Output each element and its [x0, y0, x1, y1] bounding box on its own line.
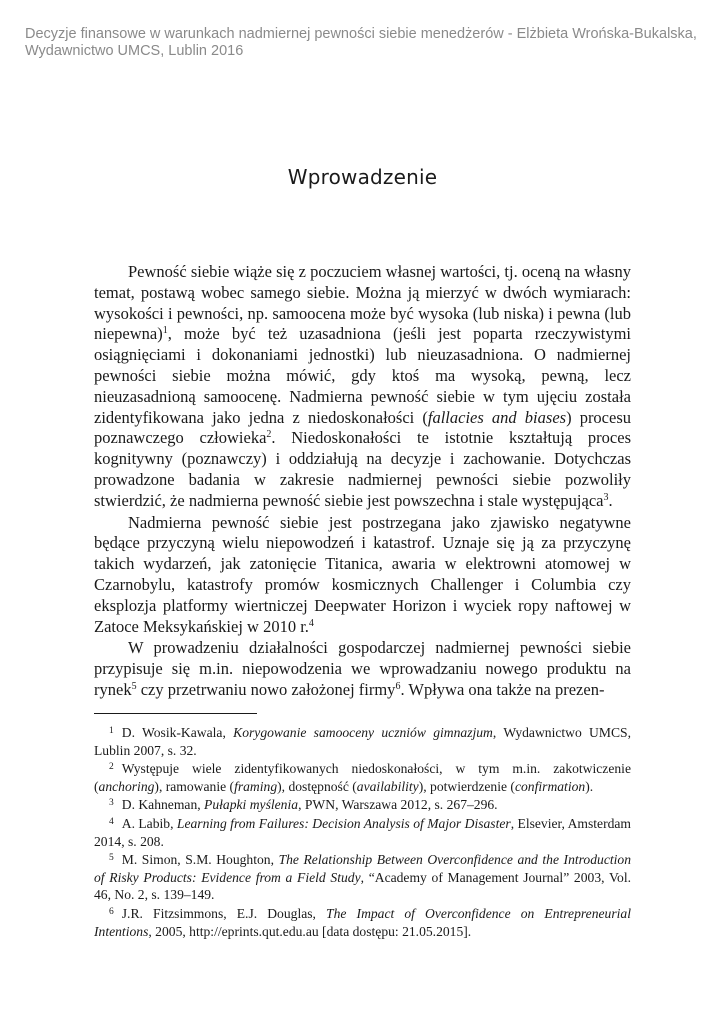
page-header	[25, 26, 705, 60]
body-text	[94, 262, 631, 702]
chapter-title: Wprowadzenie	[287, 165, 438, 189]
footnote-ref-2[interactable]: 2	[266, 429, 272, 441]
paragraph-1: Pewność siebie wiąże się z poczuciem własnej wartości, tj. oceną na własny temat, postawą wobec samego siebie. Można ją mierzyć w dwóch wymiarach: wysokości i pewności, np. samoocena może być wysoka (lub niska) i pewna (lub niepewna)$^1$, może być też uzasadniona (jeśli jest poparta rzeczywistymi osiągnięciami i dokonaniami jednostki) lub nieuzasadniona. O nadmiernej pewności siebie można mówić, gdy ktoś ma wysoką, pewną, lecz nieuzasadnioną samoocenę. Nadmierna pewność siebie w tym ujęciu została zidentyfikowana jako jedna z niedoskonałości (fallacies and biases) procesu poznawczego człowieka$^2$. Niedoskonałości te istotnie kształtują proces kognitywny (poznawczy) i oddziałują na decyzje i zachowanie. Dotychczas prowadzone badania w zakresie nadmiernej pewności siebie pozwoliły stwierdzić, że nadmierna pewność siebie jest powszechna i stale występująca$^3$.	[94, 262, 632, 510]
footnotes	[94, 724, 631, 941]
header-line-2: Wydawnictwo UMCS, Lublin 2016	[25, 43, 244, 59]
footnote-ref-4[interactable]: 4	[308, 617, 314, 629]
footnote-separator	[94, 713, 257, 714]
footnote-ref-1[interactable]: 1	[162, 325, 168, 337]
footnote-ref-6[interactable]: 6	[395, 680, 401, 692]
footnote-4: $^4$ A. Labib, Learning from Failures: Decision Analysis of Major Disaster, Elsevier, Amsterdam 2014, s. 208.	[94, 815, 631, 849]
paragraph-2: Nadmierna pewność siebie jest postrzegana jako zjawisko negatywne będące przyczyną wielu niepowodzeń i katastrof. Uznaje się ją za przyczynę takich wydarzeń, jak zatonięcie Titanica, awaria w elektrowni atomowej w Czarnobylu, katastrofy promów kosmicznych Challenger i Columbia czy eksplozja platformy wiertniczej Deepwater Horizon i wyciek ropy naftowej w Zatoce Meksykańskiej w 2010 r.$^4$	[94, 512, 631, 636]
footnote-ref-3[interactable]: 3	[603, 491, 609, 503]
footnote-2: $^2$ Występuje wiele zidentyfikowanych niedoskonałości, w tym m.in. zakotwiczenie (anchoring), ramowanie (framing), dostępność (availability), potwierdzenie (confirmation).	[94, 761, 631, 794]
footnote-ref-5[interactable]: 5	[131, 680, 137, 692]
footnote-5: $^5$ M. Simon, S.M. Houghton, The Relationship Between Overconfidence and the Introduction of Risky Products: Evidence from a Field Study, “Academy of Management Journal” 2003, Vol. 46, No. 2, s. 139–149.	[94, 852, 632, 903]
footnote-6: $^6$ J.R. Fitzsimmons, E.J. Douglas, The Impact of Overconfidence on Entrepreneurial Intentions, 2005, http://eprints.qut.edu.au [data dostępu: 21.05.2015].	[94, 905, 631, 939]
paragraph-3: W prowadzeniu działalności gospodarczej nadmiernej pewności siebie przypisuje się m.in. niepowodzenia we wprowadzaniu nowego produktu na rynek$^5$ czy przetrwaniu nowo założonej firmy$^6$. Wpływa ona także na prezen-	[94, 638, 631, 699]
footnote-3: $^3$ D. Kahneman, Pułapki myślenia, PWN, Warszawa 2012, s. 267–296.	[109, 797, 498, 813]
header-line-1: Decyzje finansowe w warunkach nadmiernej pewności siebie menedżerów - Elżbieta Wrońska-Bukalska,	[25, 26, 697, 42]
footnote-1: $^1$ D. Wosik-Kawala, Korygowanie samooceny uczniów gimnazjum, Wydawnictwo UMCS, Lublin 2007, s. 32.	[94, 725, 631, 758]
